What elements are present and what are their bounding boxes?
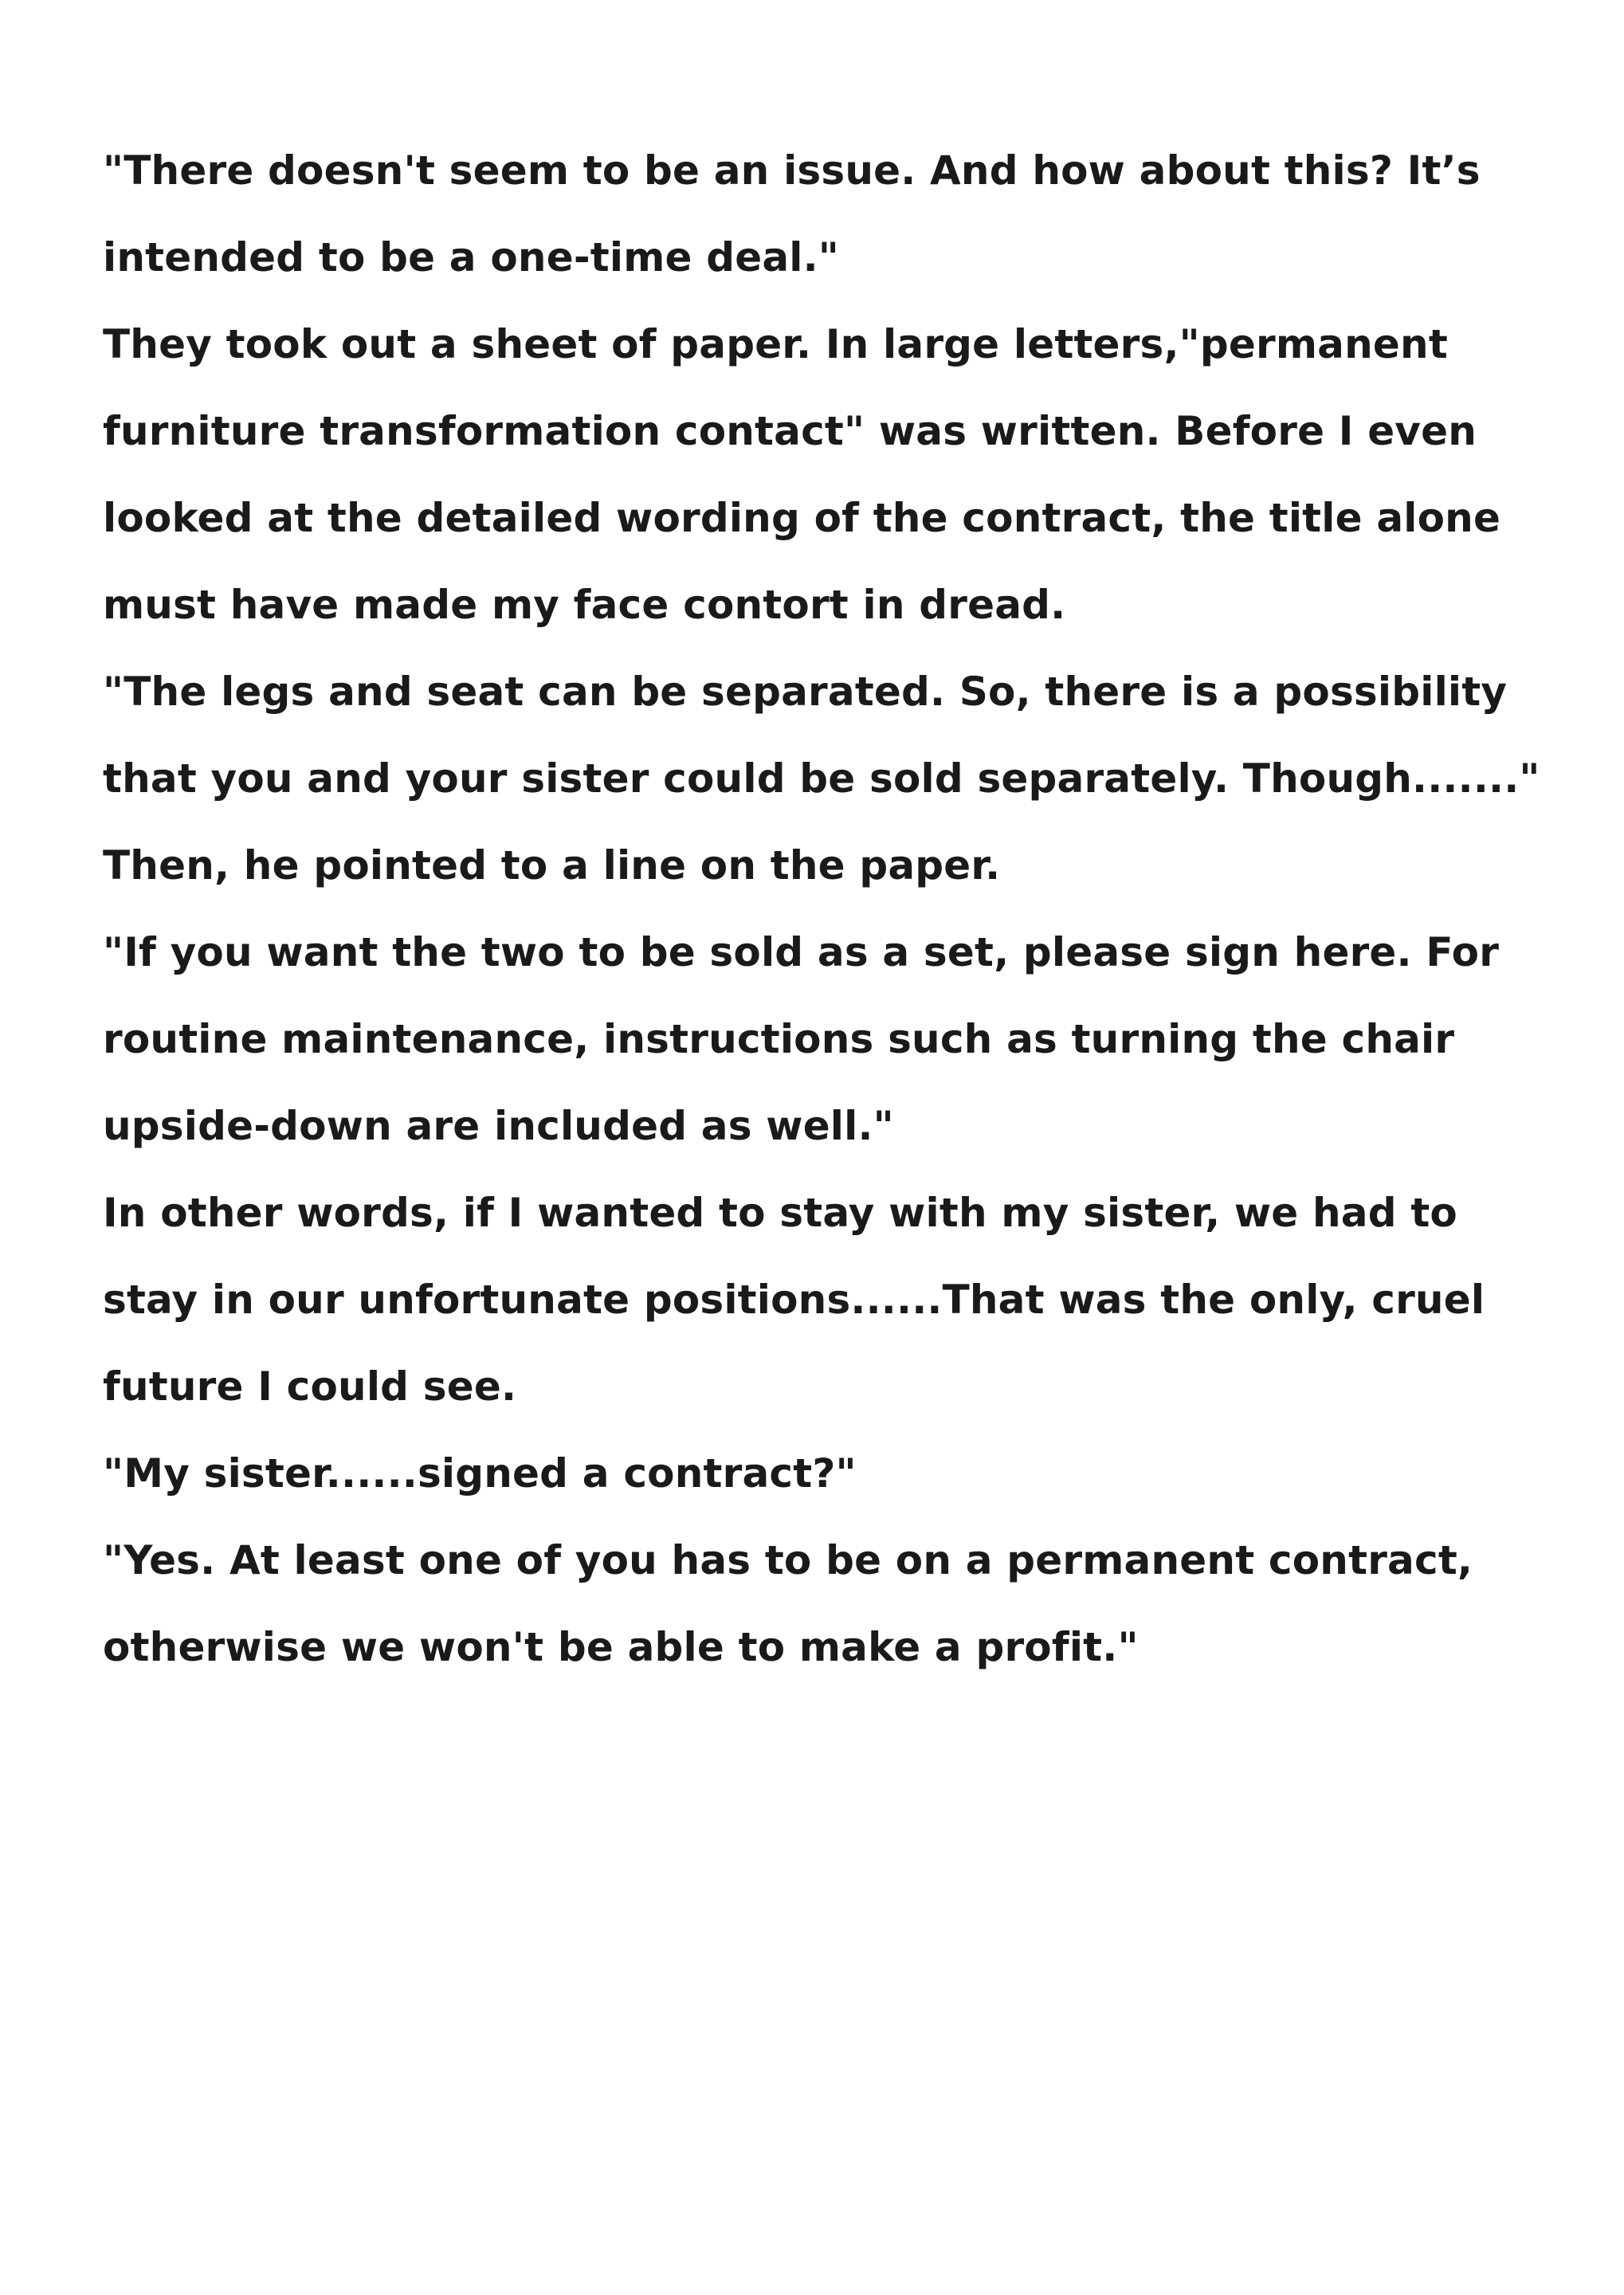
paragraph: Then, he pointed to a line on the paper. (103, 842, 1001, 889)
paragraph: "My sister......signed a contract?" (103, 1450, 857, 1497)
paragraph: "The legs and seat can be separated. So, there is a possibility that you and your sister could be sold separately. Though......." (103, 669, 1540, 802)
paragraph: In other words, if I wanted to stay with my sister, we had to stay in our unfortunate positions......That was the only, cruel future I could see. (103, 1190, 1485, 1410)
story-text (103, 128, 1561, 1691)
paragraph: "Yes. At least one of you has to be on a permanent contract, otherwise we won't be able to make a profit." (103, 1537, 1473, 1670)
paragraph: They took out a sheet of paper. In large letters,"permanent furniture transformation contact" was written. Before I even looked at the detailed wording of the contract, the title alone must have made my face contort in dread. (103, 321, 1501, 628)
paragraph: "If you want the two to be sold as a set, please sign here. For routine maintenance, instructions such as turning the chair upside-down are included as well." (103, 929, 1500, 1149)
paragraph: "There doesn't seem to be an issue. And how about this? It’s intended to be a one-time deal." (103, 147, 1481, 280)
